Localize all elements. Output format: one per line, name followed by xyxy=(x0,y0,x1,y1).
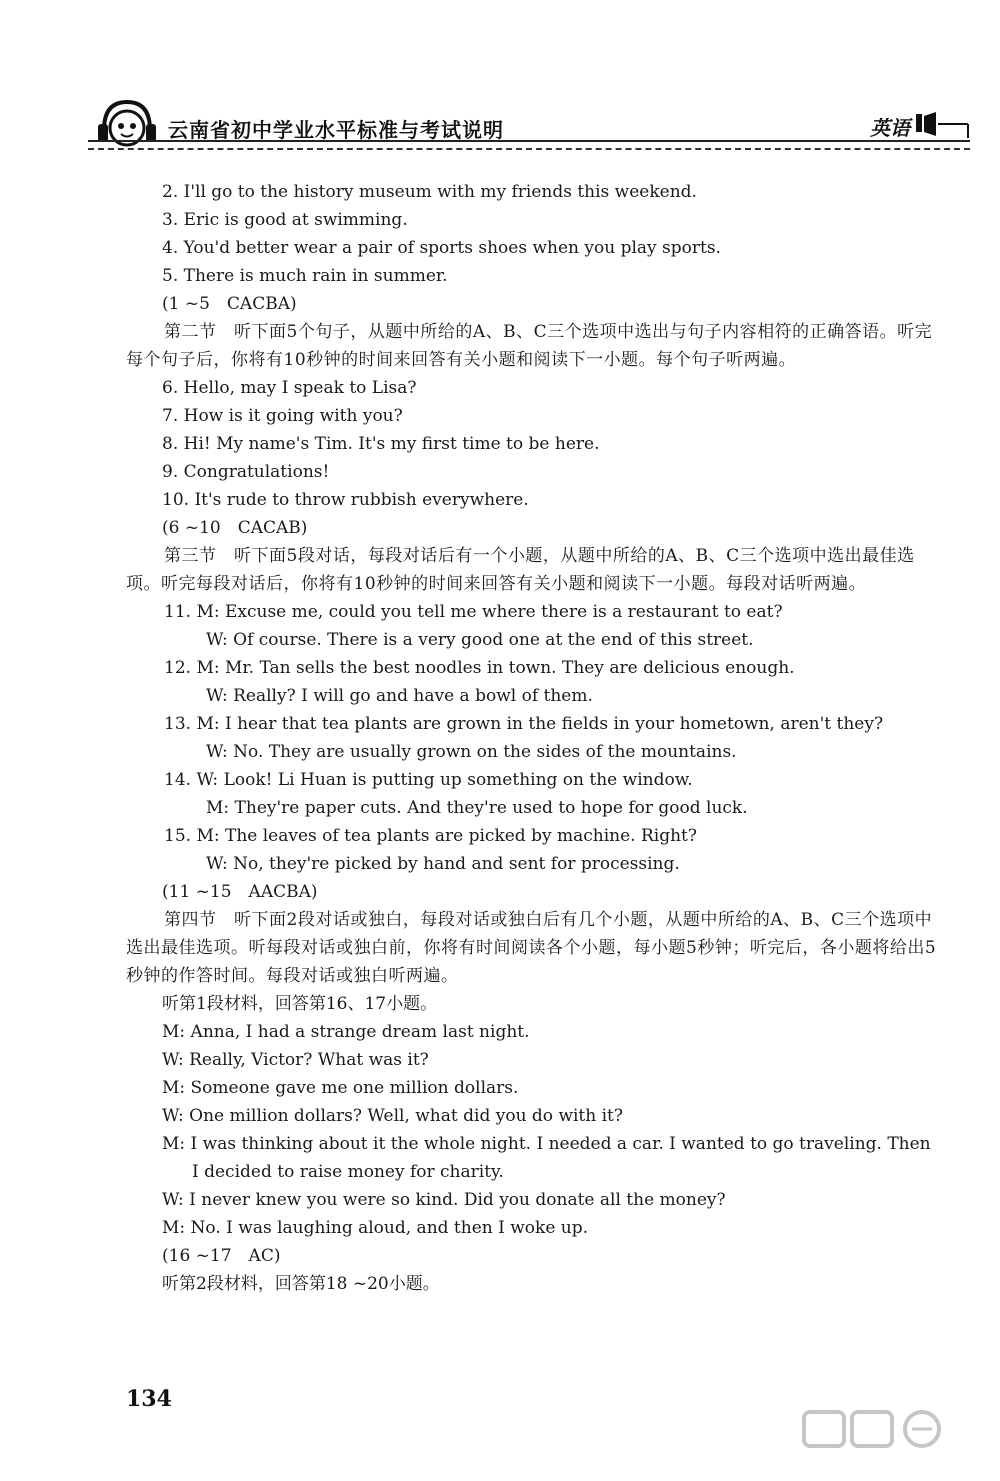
dialogue-line: W: Really? I will go and have a bowl of them. xyxy=(206,686,593,706)
dialogue-line: 12. M: Mr. Tan sells the best noodles in town. They are delicious enough. xyxy=(164,658,795,678)
answer-key: (1 ~5 CACBA) xyxy=(162,294,297,314)
dialogue-line: 15. M: The leaves of tea plants are picked by machine. Right? xyxy=(164,826,697,846)
answer-key: (16 ~17 AC) xyxy=(162,1246,281,1266)
text-line: 10. It's rude to throw rubbish everywhere. xyxy=(162,490,529,510)
header-rule xyxy=(88,140,970,142)
page-header xyxy=(88,96,970,156)
answer-key: (11 ~15 AACBA) xyxy=(162,882,318,902)
dialogue-line: W: No, they're picked by hand and sent for processing. xyxy=(206,854,680,874)
header-dashed-rule xyxy=(88,148,970,150)
dialogue-line: 14. W: Look! Li Huan is putting up something on the window. xyxy=(164,770,693,790)
subject-label: 英语 xyxy=(870,116,910,140)
dialogue-line: M: No. I was laughing aloud, and then I woke up. xyxy=(162,1218,589,1238)
dialogue-line: M: Anna, I had a strange dream last night. xyxy=(162,1022,530,1042)
headphone-mascot-icon xyxy=(96,96,158,152)
text-line: 4. You'd better wear a pair of sports shoes when you play sports. xyxy=(162,238,721,258)
text-line: 6. Hello, may I speak to Lisa? xyxy=(162,378,417,398)
dialogue-line: 11. M: Excuse me, could you tell me where there is a restaurant to eat? xyxy=(164,602,783,622)
page-body xyxy=(126,178,946,1298)
dialogue-line: I decided to raise money for charity. xyxy=(192,1162,504,1182)
material-heading: 听第2段材料，回答第18 ~20小题。 xyxy=(162,1274,440,1294)
section-instruction: 第二节 听下面5个句子，从题中所给的A、B、C三个选项中选出与句子内容相符的正确答语。听完每个句子后，你将有10秒钟的时间来回答有关小题和阅读下一小题。每个句子听两遍。 xyxy=(126,322,933,370)
section-instruction: 第三节 听下面5段对话，每段对话后有一个小题，从题中所给的A、B、C三个选项中选出最佳选项。听完每段对话后，你将有10秒钟的时间来回答有关小题和阅读下一小题。每段对话听两遍。 xyxy=(126,546,915,594)
dialogue-line: M: They're paper cuts. And they're used to hope for good luck. xyxy=(206,798,748,818)
book-title: 云南省初中学业水平标准与考试说明 xyxy=(168,118,504,142)
dialogue-line: W: No. They are usually grown on the sides of the mountains. xyxy=(206,742,737,762)
text-line: 3. Eric is good at swimming. xyxy=(162,210,408,230)
page-number: 134 xyxy=(126,1386,172,1412)
section-instruction: 第四节 听下面2段对话或独白，每段对话或独白后有几个小题，从题中所给的A、B、C三个选项中选出最佳选项。听每段对话或独白前，你将有时间阅读各个小题，每小题5秒钟；听完后，各小题将给出5秒钟的作答时间。每段对话或独白听两遍。 xyxy=(126,910,937,986)
dialogue-line: M: I was thinking about it the whole night. I needed a car. I wanted to go traveling. Then xyxy=(162,1134,931,1154)
dialogue-line: M: Someone gave me one million dollars. xyxy=(162,1078,519,1098)
dialogue-line: W: Really, Victor? What was it? xyxy=(162,1050,429,1070)
material-heading: 听第1段材料，回答第16、17小题。 xyxy=(162,994,438,1014)
dialogue-line: W: One million dollars? Well, what did you do with it? xyxy=(162,1106,624,1126)
text-line: 7. How is it going with you? xyxy=(162,406,403,426)
text-line: 9. Congratulations! xyxy=(162,462,330,482)
text-line: 5. There is much rain in summer. xyxy=(162,266,448,286)
dialogue-line: W: Of course. There is a very good one at the end of this street. xyxy=(206,630,754,650)
text-line: 2. I'll go to the history museum with my friends this weekend. xyxy=(162,182,697,202)
text-line: 8. Hi! My name's Tim. It's my first time to be here. xyxy=(162,434,600,454)
answer-key: (6 ~10 CACAB) xyxy=(162,518,308,538)
watermark-logo-icon xyxy=(800,1408,986,1476)
dialogue-line: W: I never knew you were so kind. Did you donate all the money? xyxy=(162,1190,726,1210)
headphone-deco-icon xyxy=(914,110,970,140)
dialogue-line: 13. M: I hear that tea plants are grown in the fields in your hometown, aren't they? xyxy=(164,714,884,734)
